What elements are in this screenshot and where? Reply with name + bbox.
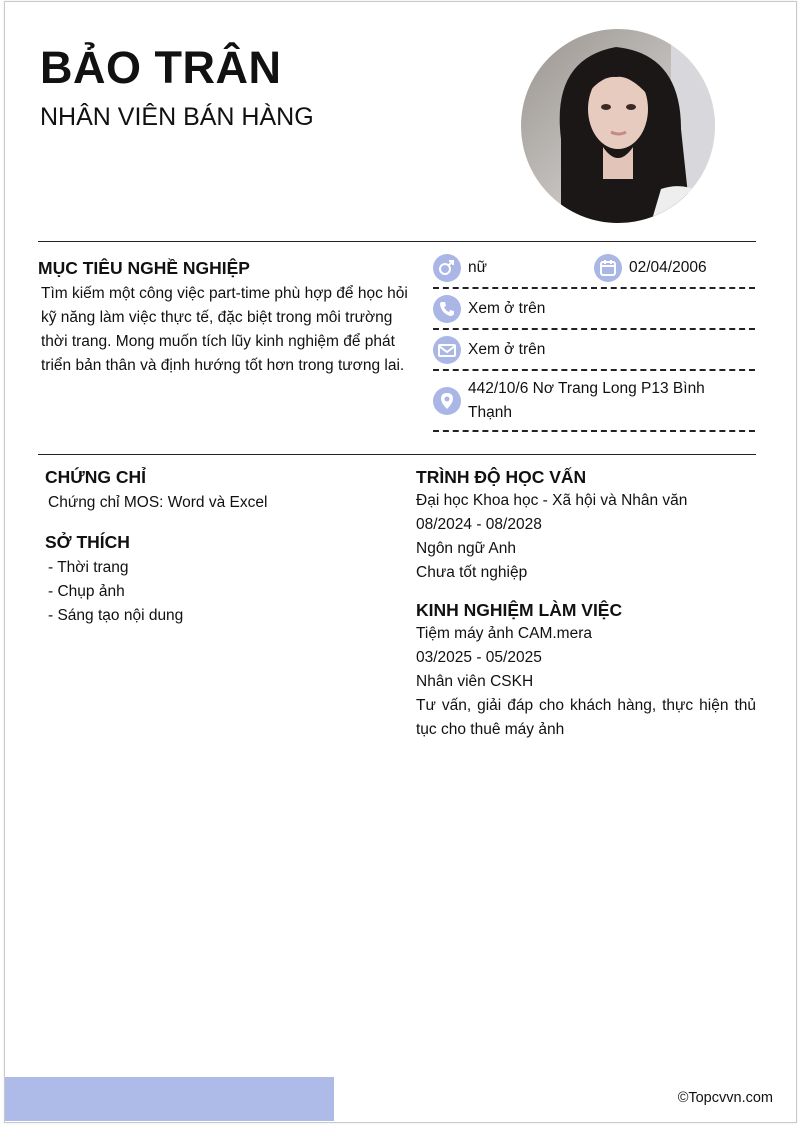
phone-value: Xem ở trên bbox=[468, 300, 546, 317]
mail-icon bbox=[433, 336, 461, 364]
certificates-title: CHỨNG CHỈ bbox=[45, 467, 147, 487]
hobbies-title: SỞ THÍCH bbox=[45, 532, 130, 552]
candidate-name: BẢO TRÂN bbox=[40, 42, 282, 93]
education-status: Chưa tốt nghiệp bbox=[416, 564, 528, 581]
divider-top bbox=[38, 241, 756, 242]
education-school: Đại học Khoa học - Xã hội và Nhân văn bbox=[416, 492, 688, 509]
experience-description: Tư vấn, giải đáp cho khách hàng, thực hiện thủ tục cho thuê máy ảnh bbox=[416, 697, 756, 738]
avatar bbox=[521, 29, 715, 223]
education-period: 08/2024 - 08/2028 bbox=[416, 516, 542, 533]
objective-text: Tìm kiếm một công việc part-time phù hợp để học hỏi kỹ năng làm việc thực tế, đặc biệt trong môi trường thời trang. Mong muốn tích lũy kinh nghiệm để phát triển bản thân và định hướng tốt hơn trong tương lai. bbox=[41, 285, 408, 374]
education-major: Ngôn ngữ Anh bbox=[416, 540, 517, 557]
objective-title: MỤC TIÊU NGHỀ NGHIỆP bbox=[38, 258, 250, 278]
email-value: Xem ở trên bbox=[468, 341, 546, 358]
address-value: 442/10/6 Nơ Trang Long P13 Bình Thạnh bbox=[468, 380, 705, 421]
gender-icon bbox=[433, 254, 461, 282]
experience-period: 03/2025 - 05/2025 bbox=[416, 649, 542, 666]
location-pin-icon bbox=[433, 387, 461, 415]
hobby-item: - Sáng tạo nội dung bbox=[48, 607, 184, 624]
experience-position: Nhân viên CSKH bbox=[416, 673, 534, 690]
birthday-value: 02/04/2006 bbox=[629, 259, 707, 276]
footer-accent-bar bbox=[5, 1077, 334, 1121]
divider-middle bbox=[38, 454, 756, 455]
phone-icon bbox=[433, 295, 461, 323]
job-title: NHÂN VIÊN BÁN HÀNG bbox=[40, 103, 314, 131]
calendar-icon bbox=[594, 254, 622, 282]
copyright-link[interactable]: ©Topcvvn.com bbox=[677, 1090, 773, 1106]
experience-company: Tiệm máy ảnh CAM.mera bbox=[416, 625, 592, 642]
experience-title: KINH NGHIỆM LÀM VIỆC bbox=[416, 600, 623, 620]
certificate-item: Chứng chỉ MOS: Word và Excel bbox=[48, 494, 268, 511]
gender-value: nữ bbox=[468, 259, 487, 276]
hobby-item: - Thời trang bbox=[48, 559, 129, 576]
avatar-photo bbox=[521, 29, 715, 223]
education-title: TRÌNH ĐỘ HỌC VẤN bbox=[416, 467, 587, 487]
hobby-item: - Chụp ảnh bbox=[48, 583, 125, 600]
